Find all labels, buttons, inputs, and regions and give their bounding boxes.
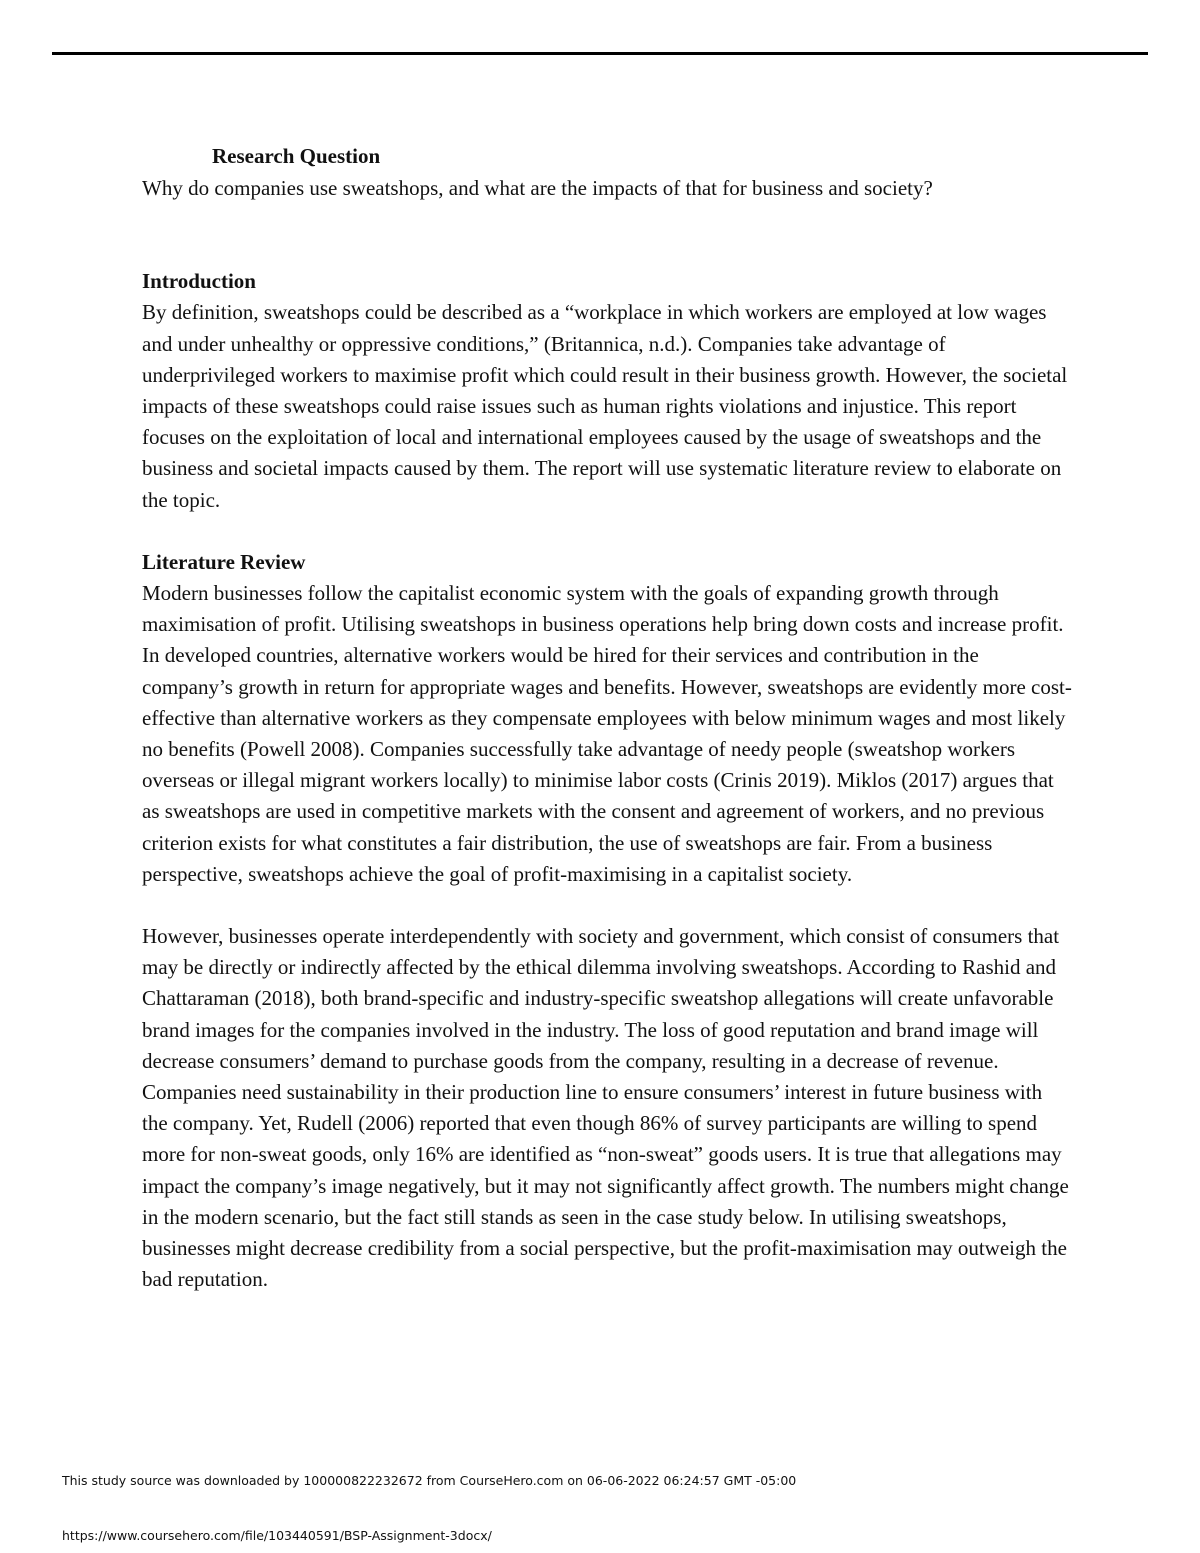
document-body <box>142 140 1072 1296</box>
literature-paragraph-1: Modern businesses follow the capitalist economic system with the goals of expanding growth through maximisation of profit. Utilising sweatshops in business operations help bring down costs and increase profit. In developed countries, alternative workers would be hired for their services and contribution in the company’s growth in return for appropriate wages and benefits. However, sweatshops are evidently more cost-effective than alternative workers as they compensate employees with below minimum wages and most likely no benefits (Powell 2008). Companies successfully take advantage of needy people (sweatshop workers overseas or illegal migrant workers locally) to minimise labor costs (Crinis 2019). Miklos (2017) argues that as sweatshops are used in competitive markets with the consent and agreement of workers, and no previous criterion exists for what constitutes a fair distribution, the use of sweatshops are fair. From a business perspective, sweatshops achieve the goal of profit-maximising in a capitalist society. <box>142 581 1072 886</box>
spacer <box>142 516 1072 547</box>
introduction-paragraph: By definition, sweatshops could be described as a “workplace in which workers are employed at low wages and under unhealthy or oppressive conditions,” (Britannica, n.d.). Companies take advantage of underprivileged workers to maximise profit which could result in their business growth. However, the societal impacts of these sweatshops could raise issues such as human rights violations and injustice. This report focuses on the exploitation of local and international employees caused by the usage of sweatshops and the business and societal impacts caused by them. The report will use systematic literature review to elaborate on the topic. <box>142 300 1068 512</box>
spacer <box>142 890 1072 921</box>
introduction-heading: Introduction <box>142 269 256 294</box>
literature-paragraph-2: However, businesses operate interdependently with society and government, which consist of consumers that may be directly or indirectly affected by the ethical dilemma involving sweatshops. According to Rashid and Chattaraman (2018), both brand-specific and industry-specific sweatshop allegations will create unfavorable brand images for the companies involved in the industry. The loss of good reputation and brand image will decrease consumers’ demand to purchase goods from the company, resulting in a decrease of revenue. Companies need sustainability in their production line to ensure consumers’ interest in future business with the company. Yet, Rudell (2006) reported that even though 86% of survey participants are willing to spend more for non-sweat goods, only 16% are identified as “non-sweat” goods users. It is true that allegations may impact the company’s image negatively, but it may not significantly affect growth. The numbers might change in the modern scenario, but the fact still stands as seen in the case study below. In utilising sweatshops, businesses might decrease credibility from a social perspective, but the profit-maximisation may outweigh the bad reputation. <box>142 924 1069 1292</box>
source-url-link[interactable]: https://www.coursehero.com/file/103440591/BSP-Assignment-3docx/ <box>62 1528 492 1543</box>
research-question-heading: Research Question <box>212 144 381 168</box>
literature-review-heading: Literature Review <box>142 549 306 574</box>
top-rule <box>52 52 1148 55</box>
research-question-text: Why do companies use sweatshops, and what are the impacts of that for business and society? <box>142 176 933 200</box>
spacer <box>142 204 1072 266</box>
download-note: This study source was downloaded by 100000822232672 from CourseHero.com on 06-06-2022 06:24:57 GMT -05:00 <box>62 1473 797 1488</box>
